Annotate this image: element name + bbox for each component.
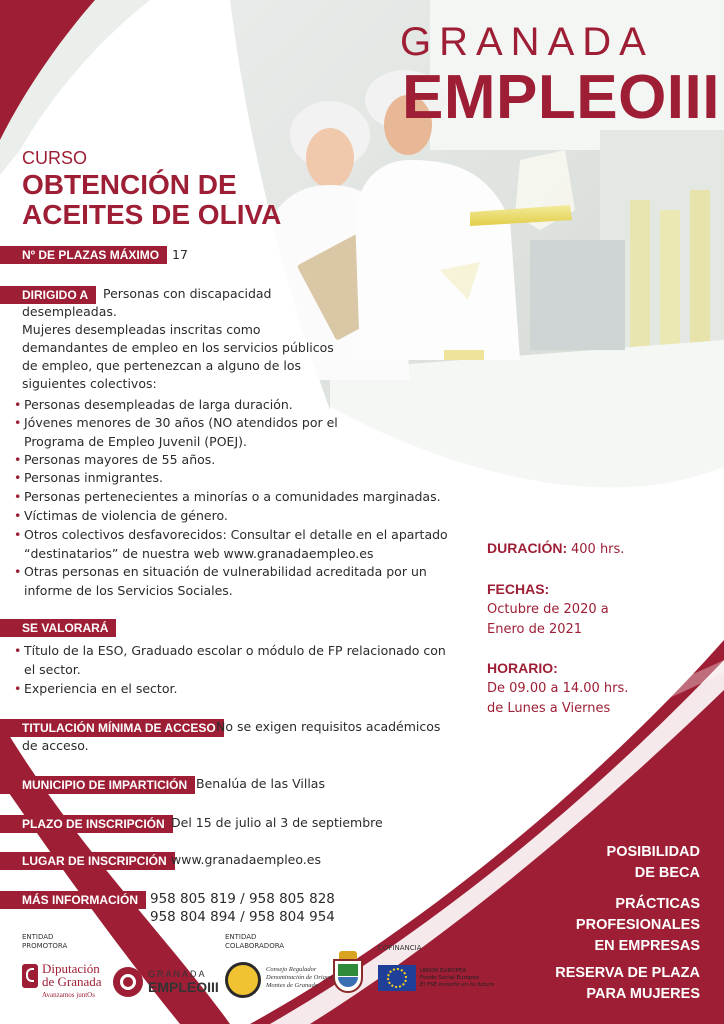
duracion-value: 400 hrs. bbox=[571, 542, 625, 557]
dirigido-intro-2: Mujeres desempleadas inscritas como bbox=[22, 322, 261, 337]
brand-top-text: GRANADA bbox=[400, 20, 654, 64]
municipio-tag: MUNICIPIO DE IMPARTICIÓN bbox=[0, 776, 195, 794]
lugar-link[interactable]: www.granadaempleo.es bbox=[171, 852, 321, 867]
list-item: • Víctimas de violencia de género. bbox=[14, 507, 228, 526]
granadaempleo-logo-top: GRANADA bbox=[148, 969, 207, 979]
course-title-line2: ACEITES DE OLIVA bbox=[22, 199, 282, 230]
diputacion-logo-icon bbox=[22, 964, 38, 988]
titulacion-tag: TITULACIÓN MÍNIMA DE ACCESO bbox=[0, 719, 224, 737]
benefit-reserva: RESERVA DE PLAZA PARA MUJERES bbox=[555, 965, 700, 1002]
dirigido-intro-4: de empleo, que pertenezcan a alguno de los bbox=[22, 358, 302, 373]
benefit-practicas: PRÁCTICAS PROFESIONALES EN EMPRESAS bbox=[575, 896, 700, 954]
valorara-tag: SE VALORARÁ bbox=[0, 619, 116, 637]
municipio-shield-icon bbox=[333, 951, 363, 995]
benefit-beca: POSIBILIDAD DE BECA bbox=[606, 844, 700, 881]
list-item: • Jóvenes menores de 30 años (NO atendidos por el Programa de Empleo Juvenil (POEJ). bbox=[14, 414, 338, 451]
dirigido-intro-0: Personas con discapacidad bbox=[103, 286, 272, 301]
dirigido-intro-3: demandantes de empleo en los servicios públicos bbox=[22, 340, 334, 355]
course-label: CURSO bbox=[22, 148, 88, 168]
granadaempleo-logo-main: EMPLEOIII bbox=[148, 979, 219, 995]
list-item: • Experiencia en el sector. bbox=[14, 680, 177, 699]
list-item: • Otros colectivos desfavorecidos: Consultar el detalle en el apartado “destinatarios” de nuestra web www.granadaempleo.es bbox=[14, 526, 448, 563]
consejo-regulador-seal-icon bbox=[225, 962, 261, 998]
list-item: • Personas mayores de 55 años. bbox=[14, 451, 215, 470]
horario-line1: De 09.00 a 14.00 hrs. bbox=[487, 681, 629, 696]
dirigido-intro-5: siguientes colectivos: bbox=[22, 376, 157, 391]
eu-flag-icon bbox=[378, 965, 416, 991]
plazo-value: Del 15 de julio al 3 de septiembre bbox=[171, 815, 383, 830]
cofinancia-label: COFINANCIA bbox=[378, 944, 422, 952]
course-title bbox=[22, 170, 281, 230]
eu-text: UNIÓN EUROPEA Fondo Social Europeo El FSE invierte en tu futuro bbox=[420, 968, 495, 988]
promotora-label: ENTIDAD PROMOTORA bbox=[22, 933, 68, 950]
horario-line2: de Lunes a Viernes bbox=[487, 701, 611, 716]
course-title-line1: OBTENCIÓN DE bbox=[22, 169, 237, 200]
brand-main-text: EMPLEOIII bbox=[402, 63, 720, 132]
municipio-value: Benalúa de las Villas bbox=[196, 776, 325, 791]
consejo-regulador-text: Consejo Regulador Denominación de Origen Montes de Granada bbox=[266, 966, 333, 989]
list-item: • Personas desempleadas de larga duración. bbox=[14, 396, 293, 415]
list-item: • Personas pertenecientes a minorías o a comunidades marginadas. bbox=[14, 488, 441, 507]
diputacion-logo-text: Diputación de Granada bbox=[42, 961, 102, 989]
info-phones-1: 958 805 819 / 958 805 828 bbox=[150, 891, 335, 907]
granadaempleo-logo-icon bbox=[113, 967, 143, 997]
titulacion-value-2: de acceso. bbox=[22, 738, 89, 753]
lugar-tag: LUGAR DE INSCRIPCIÓN bbox=[0, 852, 175, 870]
dirigido-intro-1: desempleadas. bbox=[22, 304, 117, 319]
fechas-line2: Enero de 2021 bbox=[487, 622, 583, 637]
plazas-value: 17 bbox=[172, 247, 188, 262]
plazas-tag: Nº DE PLAZAS MÁXIMO bbox=[0, 246, 167, 264]
list-item: • Título de la ESO, Graduado escolar o módulo de FP relacionado con el sector. bbox=[14, 642, 446, 679]
dirigido-tag: DIRIGIDO A bbox=[0, 286, 96, 304]
titulacion-value-1: No se exigen requisitos académicos bbox=[216, 719, 441, 734]
list-item: • Otras personas en situación de vulnerabilidad acreditada por un informe de los Servicios Sociales. bbox=[14, 563, 427, 600]
duracion-label: DURACIÓN: 400 hrs. bbox=[487, 540, 625, 557]
horario-label: HORARIO: bbox=[487, 660, 558, 676]
diputacion-slogan: Avanzamos juntOs bbox=[42, 991, 95, 999]
colaboradora-label: ENTIDAD COLABORADORA bbox=[225, 933, 285, 950]
info-tag: MÁS INFORMACIÓN bbox=[0, 891, 146, 909]
info-phones-2: 958 804 894 / 958 804 954 bbox=[150, 909, 335, 925]
list-item: • Personas inmigrantes. bbox=[14, 469, 163, 488]
fechas-label: FECHAS: bbox=[487, 581, 550, 597]
fechas-line1: Octubre de 2020 a bbox=[487, 602, 609, 617]
plazo-tag: PLAZO DE INSCRIPCIÓN bbox=[0, 815, 173, 833]
